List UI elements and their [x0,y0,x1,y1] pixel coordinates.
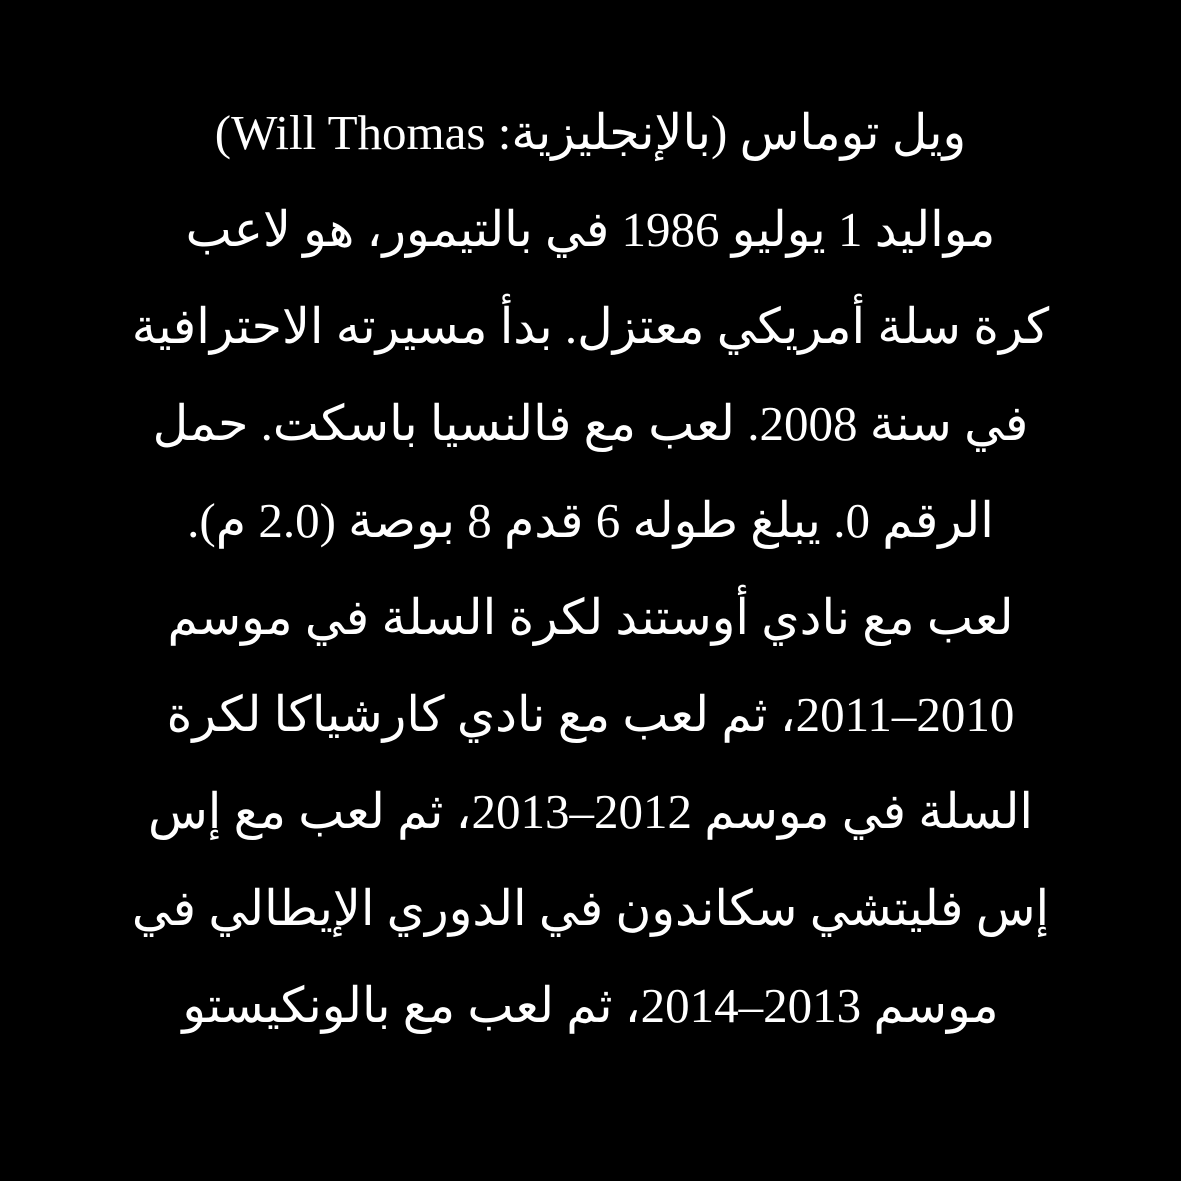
paragraph-line-7: 2010–2011، ثم لعب مع نادي كارشياكا لكرة [166,687,1015,742]
paragraph-line-1: ويل توماس (بالإنجليزية: Will Thomas) [214,105,967,160]
paragraph-line-10: موسم 2013–2014، ثم لعب مع بالونكيستو [182,978,999,1033]
paragraph-line-3: كرة سلة أمريكي معتزل. بدأ مسيرته الاحترافية [131,299,1050,354]
paragraph-line-9: إس فليتشي سكاندون في الدوري الإيطالي في [131,881,1050,936]
paragraph-line-2: مواليد 1 يوليو 1986 في بالتيمور، هو لاعب [185,202,996,257]
article-paragraph [90,98,1091,1068]
paragraph-line-4: في سنة 2008. لعب مع فالنسيا باسكت. حمل [152,396,1029,451]
paragraph-line-5: الرقم 0. يبلغ طوله 6 قدم 8 بوصة (2.0 م). [187,493,994,548]
paragraph-line-8: السلة في موسم 2012–2013، ثم لعب مع إس [147,784,1033,839]
paragraph-line-6: لعب مع نادي أوستند لكرة السلة في موسم [167,590,1014,645]
